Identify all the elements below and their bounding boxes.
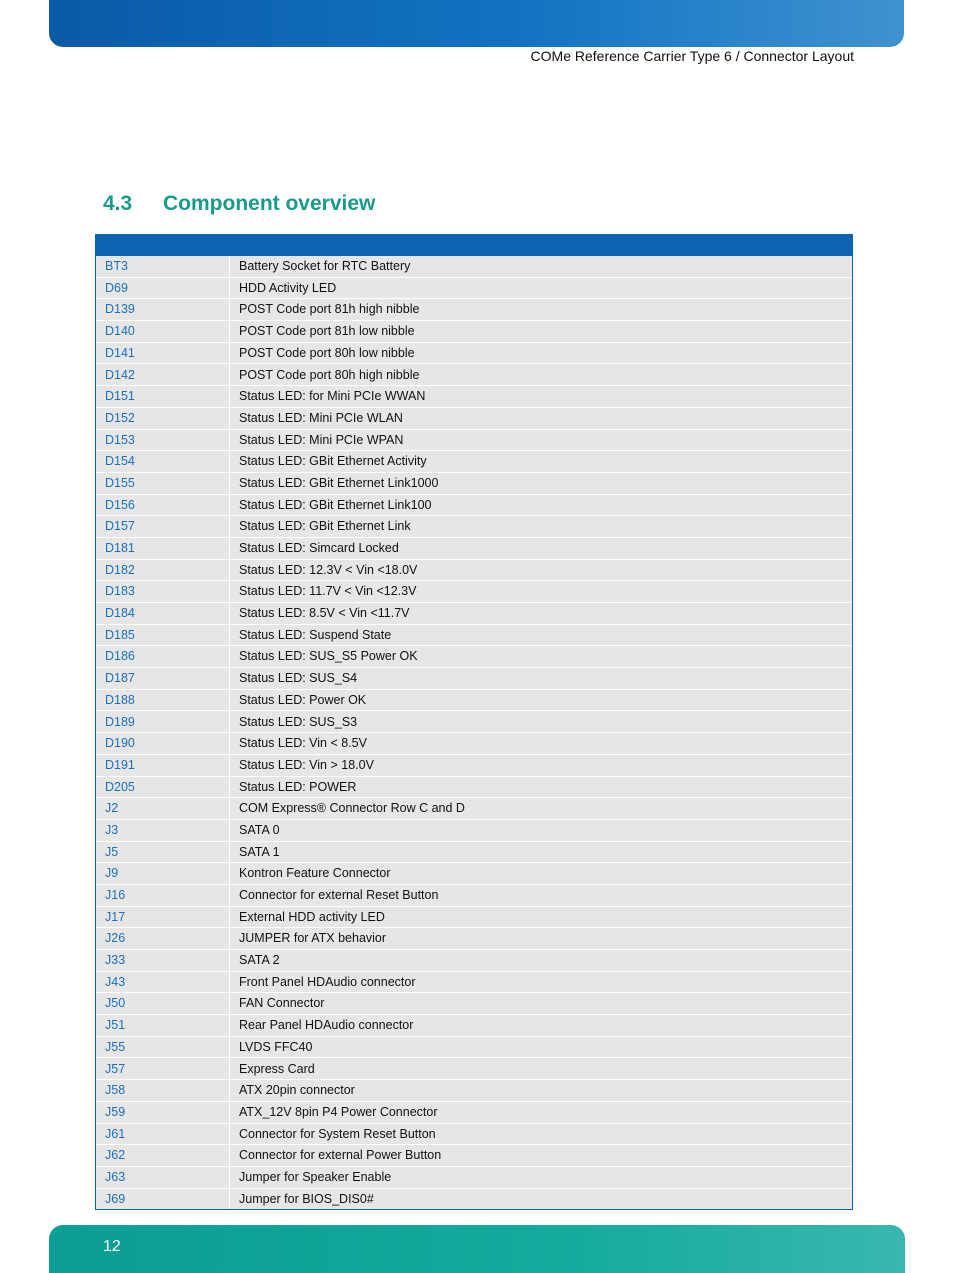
running-header: COMe Reference Carrier Type 6 / Connector Layout (530, 48, 854, 64)
component-description: Status LED: SUS_S3 (230, 711, 853, 733)
table-row (96, 689, 852, 711)
component-description: Connector for System Reset Button (230, 1123, 853, 1145)
table-row (96, 494, 852, 516)
table-row (96, 386, 852, 408)
component-description: Status LED: Vin < 8.5V (230, 733, 853, 755)
component-description: Status LED: for Mini PCIe WWAN (230, 386, 853, 408)
table-row (96, 451, 852, 473)
table-row (96, 516, 852, 538)
table-row (96, 429, 852, 451)
component-ref-link[interactable]: J59 (96, 1101, 230, 1123)
section-heading (103, 192, 375, 216)
table-row (96, 1166, 852, 1188)
table-row (96, 407, 852, 429)
table-row (96, 537, 852, 559)
component-ref-link[interactable]: D187 (96, 668, 230, 690)
component-description: SATA 2 (230, 950, 853, 972)
component-ref-link[interactable]: D152 (96, 407, 230, 429)
table-row (96, 1080, 852, 1102)
component-description: Status LED: Simcard Locked (230, 537, 853, 559)
component-ref-link[interactable]: D191 (96, 754, 230, 776)
component-ref-link[interactable]: D181 (96, 537, 230, 559)
component-ref-link[interactable]: J5 (96, 841, 230, 863)
component-description: Status LED: GBit Ethernet Link100 (230, 494, 853, 516)
section-number: 4.3 (103, 192, 133, 215)
component-ref-link[interactable]: J62 (96, 1145, 230, 1167)
component-ref-link[interactable]: D205 (96, 776, 230, 798)
component-ref-link[interactable]: D141 (96, 342, 230, 364)
component-ref-link[interactable]: J26 (96, 928, 230, 950)
table-row (96, 603, 852, 625)
table-row (96, 993, 852, 1015)
table-row (96, 624, 852, 646)
component-ref-link[interactable]: J3 (96, 819, 230, 841)
component-description: Battery Socket for RTC Battery (230, 256, 853, 277)
table-header-bar (96, 235, 852, 256)
component-description: HDD Activity LED (230, 277, 853, 299)
table-row (96, 342, 852, 364)
footer-band (49, 1225, 905, 1273)
component-ref-link[interactable]: D184 (96, 603, 230, 625)
component-ref-link[interactable]: D140 (96, 321, 230, 343)
component-ref-link[interactable]: J51 (96, 1015, 230, 1037)
component-ref-link[interactable]: J69 (96, 1188, 230, 1209)
component-description: Status LED: POWER (230, 776, 853, 798)
component-description: POST Code port 81h low nibble (230, 321, 853, 343)
component-ref-link[interactable]: D153 (96, 429, 230, 451)
component-ref-link[interactable]: D151 (96, 386, 230, 408)
table-row (96, 646, 852, 668)
component-description: Status LED: Mini PCIe WLAN (230, 407, 853, 429)
component-ref-link[interactable]: D189 (96, 711, 230, 733)
table-row (96, 321, 852, 343)
component-ref-link[interactable]: J50 (96, 993, 230, 1015)
component-description: Status LED: Suspend State (230, 624, 853, 646)
component-ref-link[interactable]: J33 (96, 950, 230, 972)
component-description: ATX 20pin connector (230, 1080, 853, 1102)
component-description: Status LED: GBit Ethernet Link1000 (230, 472, 853, 494)
header-band (49, 0, 904, 47)
component-ref-link[interactable]: D188 (96, 689, 230, 711)
component-ref-link[interactable]: BT3 (96, 256, 230, 277)
section-title: Component overview (163, 192, 376, 215)
component-description: Jumper for BIOS_DIS0# (239, 1191, 374, 1206)
component-ref-link[interactable]: D156 (96, 494, 230, 516)
table-row (96, 1101, 852, 1123)
component-ref-link[interactable]: D182 (96, 559, 230, 581)
component-description: External HDD activity LED (230, 906, 853, 928)
table-row (96, 819, 852, 841)
table-row (96, 754, 852, 776)
component-description: Status LED: GBit Ethernet Activity (230, 451, 853, 473)
table-row (96, 256, 852, 277)
component-ref-link[interactable]: J9 (96, 863, 230, 885)
component-description: Front Panel HDAudio connector (230, 971, 853, 993)
component-description: SATA 1 (230, 841, 853, 863)
component-ref-link[interactable]: D186 (96, 646, 230, 668)
component-description: Status LED: SUS_S4 (230, 668, 853, 690)
component-ref-link[interactable]: J55 (96, 1036, 230, 1058)
component-ref-link[interactable]: J2 (96, 798, 230, 820)
table-row (96, 906, 852, 928)
component-description: Status LED: 11.7V < Vin <12.3V (230, 581, 853, 603)
component-ref-link[interactable]: D185 (96, 624, 230, 646)
table-row (96, 1015, 852, 1037)
component-ref-link[interactable]: J17 (96, 906, 230, 928)
component-description: Connector for external Power Button (230, 1145, 853, 1167)
component-description: ATX_12V 8pin P4 Power Connector (230, 1101, 853, 1123)
component-description: COM Express® Connector Row C and D (230, 798, 853, 820)
table-row (96, 733, 852, 755)
table-row (96, 863, 852, 885)
component-ref-link[interactable]: J57 (96, 1058, 230, 1080)
component-description: Status LED: Vin > 18.0V (230, 754, 853, 776)
table-row (96, 559, 852, 581)
component-description: Rear Panel HDAudio connector (230, 1015, 853, 1037)
component-description: SATA 0 (230, 819, 853, 841)
table-row (96, 299, 852, 321)
table-row (96, 711, 852, 733)
component-description: FAN Connector (230, 993, 853, 1015)
component-ref-link[interactable]: D154 (96, 451, 230, 473)
table-row (96, 884, 852, 906)
table-row (96, 971, 852, 993)
component-description: POST Code port 80h low nibble (230, 342, 853, 364)
component-ref-link[interactable]: J58 (96, 1080, 230, 1102)
component-description: Express Card (230, 1058, 853, 1080)
table-row (96, 928, 852, 950)
component-description: Status LED: GBit Ethernet Link (230, 516, 853, 538)
component-description: POST Code port 80h high nibble (230, 364, 853, 386)
component-description: Status LED: Mini PCIe WPAN (230, 429, 853, 451)
component-ref-link[interactable]: D190 (96, 733, 230, 755)
component-ref-link[interactable]: J61 (96, 1123, 230, 1145)
table-row (96, 1123, 852, 1145)
component-table (95, 234, 853, 1210)
component-ref-link[interactable]: J43 (96, 971, 230, 993)
component-ref-link[interactable]: D69 (96, 277, 230, 299)
component-ref-link[interactable]: D157 (96, 516, 230, 538)
component-description: Connector for external Reset Button (230, 884, 853, 906)
component-ref-link[interactable]: D139 (96, 299, 230, 321)
table-row (96, 798, 852, 820)
table-row (96, 1058, 852, 1080)
table-row (96, 472, 852, 494)
table-row (96, 841, 852, 863)
component-description: Status LED: Power OK (230, 689, 853, 711)
component-description: LVDS FFC40 (230, 1036, 853, 1058)
component-description: POST Code port 81h high nibble (230, 299, 853, 321)
component-description: Kontron Feature Connector (230, 863, 853, 885)
component-description: Jumper for Speaker Enable (230, 1166, 853, 1188)
table-row (96, 1036, 852, 1058)
component-description: Status LED: 12.3V < Vin <18.0V (230, 559, 853, 581)
component-ref-link[interactable]: J16 (96, 884, 230, 906)
component-ref-link[interactable]: D183 (96, 581, 230, 603)
component-ref-link[interactable]: D142 (96, 364, 230, 386)
table-row (96, 1188, 852, 1209)
table-row (96, 668, 852, 690)
table-row (96, 776, 852, 798)
table-body (96, 256, 852, 1209)
table-row (96, 581, 852, 603)
component-description: Status LED: 8.5V < Vin <11.7V (230, 603, 853, 625)
page-number: 12 (103, 1238, 121, 1255)
table-row (96, 364, 852, 386)
table-row (96, 277, 852, 299)
component-ref-link[interactable]: J63 (96, 1166, 230, 1188)
table-row (96, 950, 852, 972)
component-ref-link[interactable]: D155 (96, 472, 230, 494)
component-description: Status LED: SUS_S5 Power OK (230, 646, 853, 668)
table-row (96, 1145, 852, 1167)
component-description: JUMPER for ATX behavior (230, 928, 853, 950)
